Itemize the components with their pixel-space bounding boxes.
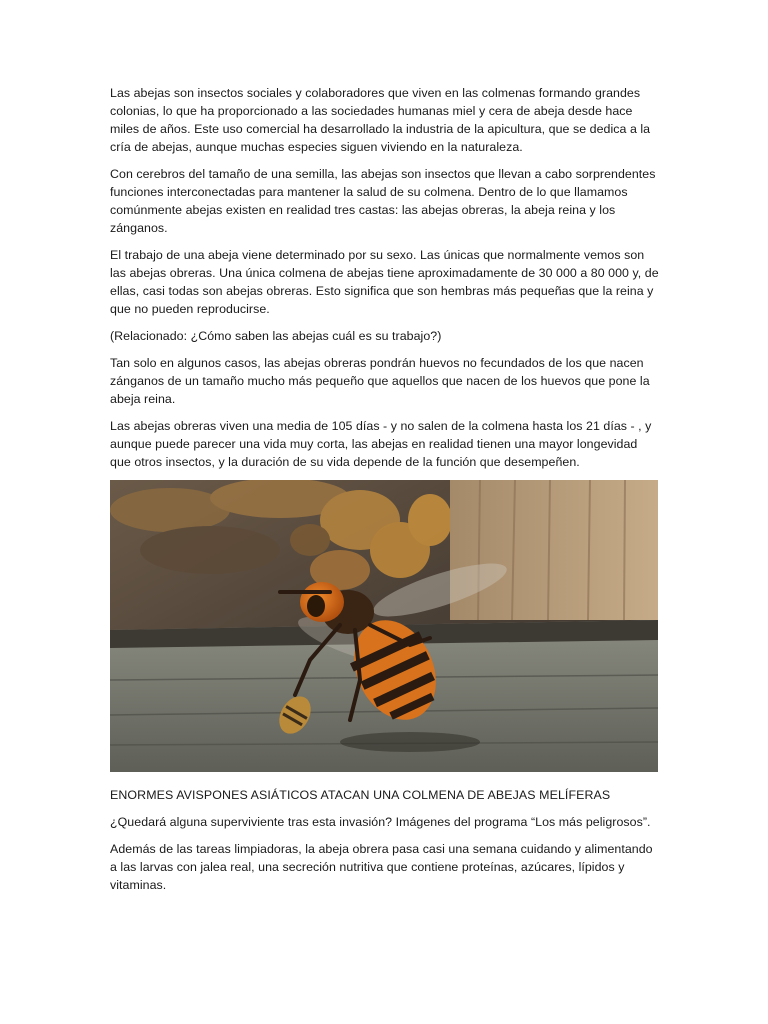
paragraph-larvae: Además de las tareas limpiadoras, la abeja obrera pasa casi una semana cuidando y alimentando a las larvas con jalea real, una secreción nutritiva que contiene proteínas, azúcares, lípidos y vitaminas. bbox=[110, 842, 653, 892]
paragraph-intro: Las abejas son insectos sociales y colaboradores que viven en las colmenas formando grandes colonias, lo que ha proporcionado a las sociedades humanas miel y cera de abeja desde hace miles de años. Este uso comercial ha desarrollado la industria de la apicultura, que se dedica a la cría de abejas, aunque muchas especies siguen viviendo en la naturaleza. bbox=[110, 86, 651, 154]
paragraph-eggs: Tan solo en algunos casos, las abejas obreras pondrán huevos no fecundados de los que nacen zánganos de un tamaño mucho más pequeño que aquellos que nacen de los huevos que pone la abeja reina. bbox=[110, 356, 650, 406]
paragraph-lifespan: Las abejas obreras viven una media de 105 días - y no salen de la colmena hasta los 21 días - , y aunque puede parecer una vida muy corta, las abejas en realidad tienen una mayor longevidad que otros insectos, y la duración de su vida depende de la función que desempeñen. bbox=[110, 419, 652, 469]
document-page bbox=[110, 84, 660, 903]
paragraph-workers: El trabajo de una abeja viene determinado por su sexo. Las únicas que normalmente vemos son las abejas obreras. Una única colmena de abejas tiene aproximadamente de 30 000 a 80 000 y, de ellas, casi todas son abejas obreras. Esto significa que son hembras más pequeñas que la reina y que no pueden reproducirse. bbox=[110, 248, 659, 316]
photo-caption: ENORMES AVISPONES ASIÁTICOS ATACAN UNA COLMENA DE ABEJAS MELÍFERAS bbox=[110, 788, 611, 802]
related-link[interactable]: (Relacionado: ¿Cómo saben las abejas cuál es su trabajo?) bbox=[110, 329, 442, 343]
paragraph-survivor: ¿Quedará alguna superviviente tras esta invasión? Imágenes del programa “Los más peligrosos”. bbox=[110, 815, 651, 829]
hornet-attack-photo bbox=[110, 480, 658, 772]
paragraph-castes: Con cerebros del tamaño de una semilla, las abejas son insectos que llevan a cabo sorprendentes funciones interconectadas para mantener la salud de su colmena. Dentro de lo que llamamos comúnmente abejas existen en realidad tres castas: las abejas obreras, la abeja reina y los zánganos. bbox=[110, 167, 656, 235]
